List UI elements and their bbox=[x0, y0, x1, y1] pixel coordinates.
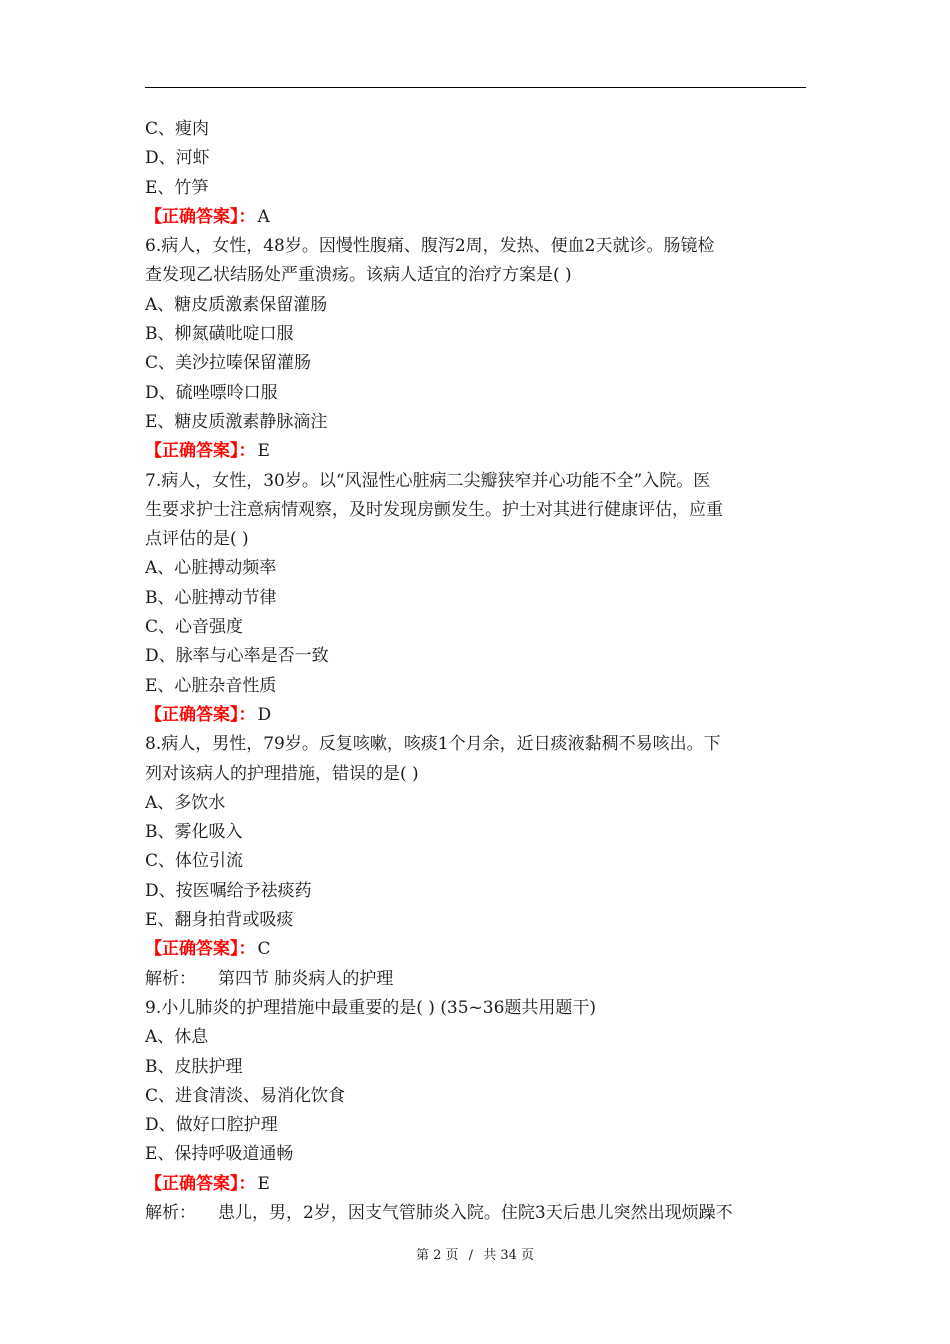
correct-answer-line bbox=[145, 701, 810, 730]
correct-answer-value: E bbox=[257, 1173, 270, 1194]
option-line: C、进食清淡、易消化饮食 bbox=[145, 1085, 346, 1106]
analysis-text: 第四节 肺炎病人的护理 bbox=[218, 968, 394, 989]
option-line: C、美沙拉嗪保留灌肠 bbox=[145, 353, 312, 374]
option-line: E、翻身拍背或吸痰 bbox=[145, 910, 294, 931]
question-line: 点评估的是( ) bbox=[145, 529, 249, 550]
analysis-label: 解析： bbox=[145, 1202, 196, 1223]
correct-answer-value: C bbox=[257, 939, 271, 960]
option-line: D、脉率与心率是否一致 bbox=[145, 646, 329, 667]
analysis-line bbox=[145, 965, 810, 994]
question-line: 查发现乙状结肠处严重溃疡。该病人适宜的治疗方案是( ) bbox=[145, 265, 572, 286]
option-line: D、河虾 bbox=[145, 148, 210, 169]
correct-answer-line bbox=[145, 935, 810, 964]
option-line: A、多饮水 bbox=[145, 792, 226, 813]
option-line: A、休息 bbox=[145, 1027, 209, 1048]
question-line: 7.病人，女性，30岁。以“风湿性心脏病二尖瓣狭窄并心功能不全”入院。医 bbox=[145, 470, 711, 491]
correct-answer-label: 【正确答案】： bbox=[145, 206, 256, 227]
correct-answer-line bbox=[145, 203, 810, 232]
question-line: 列对该病人的护理措施，错误的是( ) bbox=[145, 763, 419, 784]
question-line: 9.小儿肺炎的护理措施中最重要的是( ) (35~36题共用题干) bbox=[145, 997, 597, 1018]
analysis-label: 解析： bbox=[145, 968, 196, 989]
correct-answer-value: E bbox=[257, 441, 270, 462]
option-line: A、心脏搏动频率 bbox=[145, 558, 277, 579]
correct-answer-value: A bbox=[257, 206, 270, 227]
correct-answer-line bbox=[145, 1170, 810, 1199]
correct-answer-value: D bbox=[257, 704, 272, 725]
option-line: B、柳氮磺吡啶口服 bbox=[145, 324, 294, 345]
option-line: E、竹笋 bbox=[145, 177, 209, 198]
header-rule bbox=[145, 87, 806, 88]
document-body bbox=[145, 115, 810, 1228]
page-footer bbox=[0, 1244, 950, 1263]
option-line: A、糖皮质激素保留灌肠 bbox=[145, 294, 328, 315]
option-line: E、心脏杂音性质 bbox=[145, 675, 277, 696]
option-line: B、心脏搏动节律 bbox=[145, 587, 277, 608]
option-line: B、皮肤护理 bbox=[145, 1056, 243, 1077]
correct-answer-label: 【正确答案】： bbox=[145, 704, 256, 725]
analysis-line bbox=[145, 1199, 810, 1228]
option-line: D、硫唑嘌呤口服 bbox=[145, 382, 278, 403]
option-line: E、保持呼吸道通畅 bbox=[145, 1144, 294, 1165]
option-line: C、心音强度 bbox=[145, 617, 244, 638]
option-line: B、雾化吸入 bbox=[145, 822, 243, 843]
question-line: 6.病人，女性，48岁。因慢性腹痛、腹泻2周，发热、便血2天就诊。肠镜检 bbox=[145, 236, 715, 257]
correct-answer-label: 【正确答案】： bbox=[145, 939, 256, 960]
page-total: 共 34 页 bbox=[483, 1248, 535, 1263]
option-line: C、瘦肉 bbox=[145, 119, 210, 139]
analysis-text: 患儿，男，2岁，因支气管肺炎入院。住院3天后患儿突然出现烦躁不 bbox=[218, 1202, 733, 1223]
option-line: E、糖皮质激素静脉滴注 bbox=[145, 411, 328, 432]
question-line: 生要求护士注意病情观察，及时发现房颤发生。护士对其进行健康评估，应重 bbox=[145, 499, 723, 520]
question-line: 8.病人，男性，79岁。反复咳嗽，咳痰1个月余，近日痰液黏稠不易咳出。下 bbox=[145, 734, 721, 755]
option-line: C、体位引流 bbox=[145, 851, 244, 872]
option-line: D、按医嘱给予祛痰药 bbox=[145, 880, 312, 901]
correct-answer-label: 【正确答案】： bbox=[145, 1173, 256, 1194]
page-number: 第 2 页 bbox=[415, 1248, 459, 1263]
correct-answer-label: 【正确答案】： bbox=[145, 441, 256, 462]
page-separator: / bbox=[468, 1248, 474, 1263]
option-line: D、做好口腔护理 bbox=[145, 1115, 278, 1136]
correct-answer-line bbox=[145, 437, 810, 466]
